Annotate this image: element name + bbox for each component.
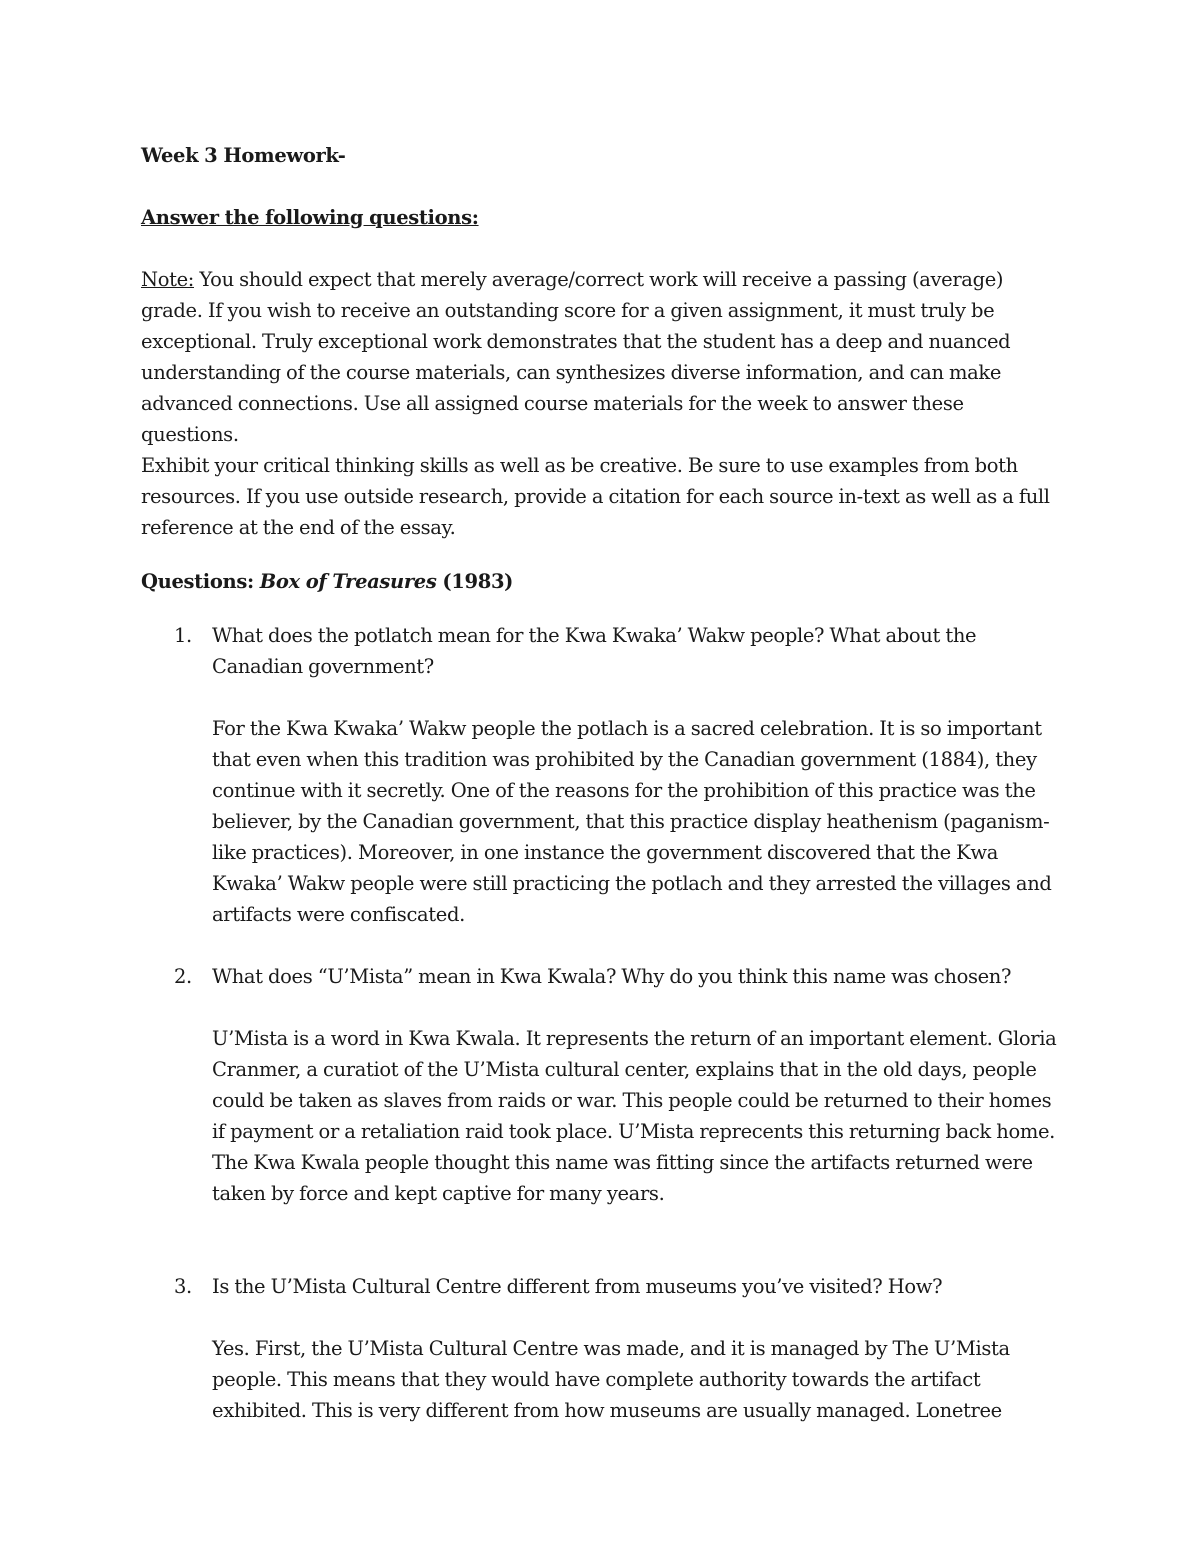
question-number: 2. [174, 965, 192, 988]
answer-text: For the Kwa Kwaka’ Wakw people the potlach is a sacred celebration. It is so important that even when this tradition was prohibited by the Canadian government (1884), they continue with it secretly. One of the reasons for the prohibition of this practice was the believer, by the Canadian government, that this practice display heathenism (paganism-like practices). Moreover, in one instance the government discovered that the Kwa Kwaka’ Wakw people were still practicing the potlach and they arrested the villages and artifacts were confiscated. [212, 717, 1052, 926]
question-text: Is the U’Mista Cultural Centre different from museums you’ve visited? How? [212, 1275, 943, 1298]
film-title: Box of Treasures [259, 570, 437, 593]
question-item [141, 961, 1061, 1209]
note-text: You should expect that merely average/correct work will receive a passing (average) grade. If you wish to receive an outstanding score for a given assignment, it must truly be exceptional. Truly exceptional work demonstrates that the student has a deep and nuanced understanding of the course materials, can synthesizes diverse information, and can make advanced connections. Use all assigned course materials for the week to answer these questions. [141, 268, 1011, 446]
question-item [141, 620, 1061, 930]
film-year: (1983) [436, 570, 514, 593]
questions-label: Questions: [141, 570, 260, 593]
question-item [141, 1271, 1061, 1426]
question-number: 1. [174, 624, 192, 647]
document-page [141, 140, 1061, 1426]
questions-heading [141, 566, 1061, 597]
note-paragraph [141, 264, 1061, 450]
question-number: 3. [174, 1275, 192, 1298]
note-label: Note: [141, 268, 194, 291]
answer-text: Yes. First, the U’Mista Cultural Centre was made, and it is managed by The U’Mista people. This means that they would have complete authority towards the artifact exhibited. This is very different from how museums are usually managed. Lonetree [212, 1337, 1010, 1422]
instruction-paragraph: Exhibit your critical thinking skills as well as be creative. Be sure to use examples from both resources. If you use outside research, provide a citation for each source in-text as well as a full reference at the end of the essay. [141, 454, 1050, 539]
question-list [141, 620, 1061, 1426]
section-heading: Answer the following questions: [141, 206, 479, 229]
document-title: Week 3 Homework- [141, 144, 346, 167]
answer-text: U’Mista is a word in Kwa Kwala. It represents the return of an important element. Gloria Cranmer, a curatiot of the U’Mista cultural center, explains that in the old days, people could be taken as slaves from raids or war. This people could be returned to their homes if payment or a retaliation raid took place. U’Mista reprecents this returning back home. The Kwa Kwala people thought this name was fitting since the artifacts returned were taken by force and kept captive for many years. [212, 1027, 1057, 1205]
question-text: What does “U’Mista” mean in Kwa Kwala? Why do you think this name was chosen? [212, 965, 1012, 988]
question-text: What does the potlatch mean for the Kwa Kwaka’ Wakw people? What about the Canadian government? [212, 624, 977, 678]
